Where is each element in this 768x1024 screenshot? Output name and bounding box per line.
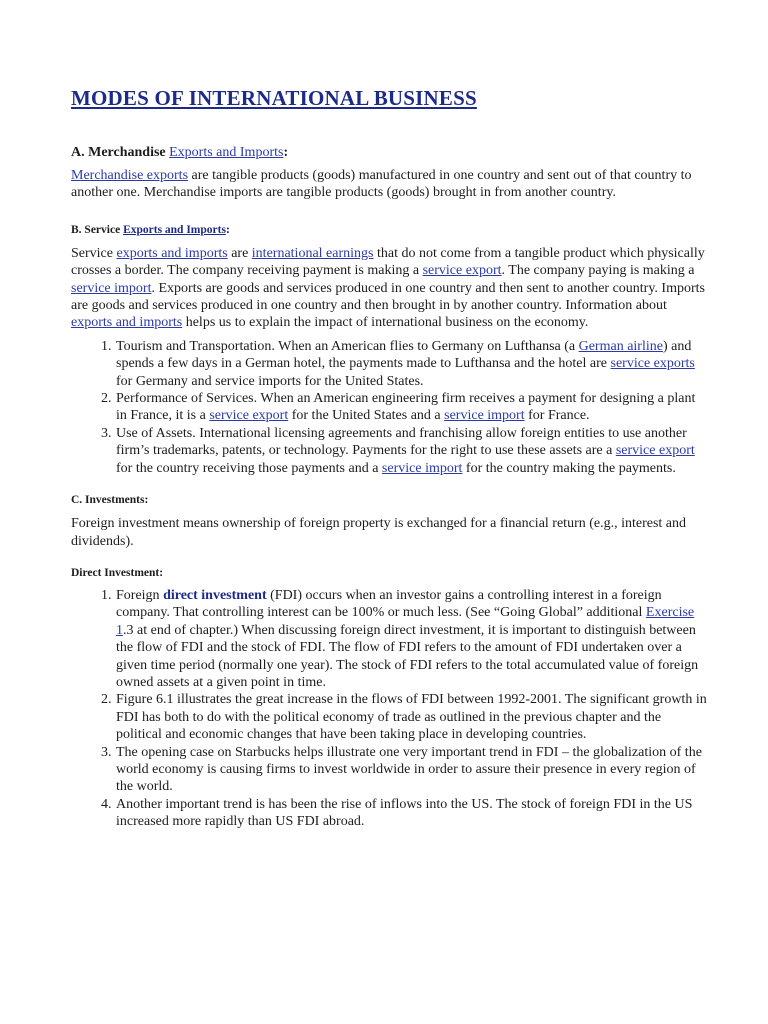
- exports-and-imports-link-2[interactable]: exports and imports: [71, 315, 183, 331]
- list-item: [115, 425, 708, 477]
- service-export-link[interactable]: service export: [422, 263, 502, 279]
- text-run: for the United States and a: [288, 408, 445, 424]
- text-run: . Exports are goods and services produced in one country and then sent to another country. Imports are goods and services produced in one country and then brought in by another country. Information about: [71, 280, 705, 314]
- section-b-heading-suffix: :: [225, 223, 230, 236]
- merchandise-exports-link[interactable]: Merchandise exports: [71, 168, 189, 183]
- exports-imports-link[interactable]: Exports and Imports: [169, 145, 284, 160]
- section-b-heading: [71, 224, 708, 236]
- service-export-link[interactable]: service export: [615, 443, 695, 459]
- list-item: 2. Figure 6.1 illustrates the great increase in the flows of FDI between 1992-2001. The significant growth in FDI has both to do with the political economy of trade as outlined in the previous chapter and the political and economic changes that have been taking place in developing countries.: [115, 691, 708, 743]
- international-earnings-link[interactable]: international earnings: [251, 245, 374, 261]
- list-item: [115, 338, 708, 390]
- service-import-link[interactable]: service import: [381, 460, 463, 476]
- list-item: 4. Another important trend is has been the rise of inflows into the US. The stock of foreign FDI in the US increased more rapidly than US FDI abroad.: [115, 796, 708, 831]
- text-run: Service: [71, 245, 117, 261]
- direct-investment-list: [71, 587, 708, 831]
- section-c-heading: C. Investments:: [71, 494, 149, 507]
- text-run: Foreign: [116, 587, 164, 603]
- exports-and-imports-link[interactable]: exports and imports: [116, 245, 228, 261]
- text-run: Tourism and Transportation. When an American flies to Germany on Lufthansa (a: [116, 338, 579, 354]
- service-import-link[interactable]: service import: [71, 280, 152, 296]
- section-a-heading: [71, 145, 708, 161]
- direct-investment-link[interactable]: direct investment: [163, 587, 267, 603]
- text-run: for France.: [524, 408, 590, 424]
- service-exports-link[interactable]: service exports: [610, 356, 695, 372]
- section-a-text: are tangible products (goods) manufactured in one country and sent out of that country to another one. Merchandise imports are tangible products (goods) brought in from another country.: [71, 168, 692, 201]
- section-c-paragraph: Foreign investment means ownership of foreign property is exchanged for a financial return (e.g., interest and dividends).: [71, 516, 687, 549]
- text-run: that do not come from a tangible product which physically crosses a border. The company receiving payment is making a: [71, 245, 705, 279]
- service-import-link[interactable]: service import: [444, 408, 525, 424]
- service-export-link[interactable]: service export: [209, 408, 289, 424]
- text-run: for Germany and service imports for the United States.: [116, 373, 424, 389]
- text-run: for the country receiving those payments and a: [116, 460, 382, 476]
- section-b-paragraph: [71, 245, 708, 332]
- german-airline-link[interactable]: German airline: [578, 338, 663, 354]
- exercise-link[interactable]: Exercise 1: [116, 605, 695, 638]
- list-item: [115, 587, 708, 691]
- text-run: helps us to explain the impact of international business on the economy.: [182, 315, 589, 331]
- direct-investment-heading: Direct Investment:: [71, 566, 164, 579]
- text-run: (FDI) occurs when an investor gains a controlling interest in a foreign company. That controlling interest can be 100% or much less. (See “Going Global” additional: [116, 587, 662, 621]
- list-item: [115, 390, 708, 425]
- text-run: for the country making the payments.: [462, 460, 676, 476]
- text-run: Use of Assets. International licensing agreements and franchising allow foreign entities to use another firm’s trademarks, patents, or technology. Payments for the right to use these assets are a: [116, 425, 687, 459]
- section-b-heading-prefix: B. Service: [71, 223, 124, 236]
- service-exports-imports-link[interactable]: Exports and Imports: [123, 223, 226, 236]
- section-a-heading-suffix: :: [283, 145, 289, 160]
- text-run: Performance of Services. When an American engineering firm receives a payment for designing a plant in France, it is a: [116, 391, 696, 424]
- text-run: are: [227, 245, 252, 261]
- section-a-heading-prefix: A. Merchandise: [71, 145, 170, 160]
- page-title: MODES OF INTERNATIONAL BUSINESS: [71, 86, 477, 110]
- text-run: . The company paying is making a: [501, 263, 695, 279]
- section-a-paragraph: [71, 167, 708, 202]
- service-list: [71, 338, 708, 477]
- text-run: .3 at end of chapter.) When discussing foreign direct investment, it is important to distinguish between the flow of FDI and the stock of FDI. The flow of FDI refers to the amount of FDI undertaken over a given time period (normally one year). The stock of FDI refers to the total accumulated value of foreign owned assets at a given point in time.: [116, 622, 699, 690]
- list-item: 3. The opening case on Starbucks helps illustrate one very important trend in FDI – the globalization of the world economy is causing firms to invest worldwide in order to assure their presence in every region of the world.: [115, 744, 708, 796]
- text-run: ) and spends a few days in a German hotel, the payments made to Lufthansa and the hotel are: [116, 338, 692, 372]
